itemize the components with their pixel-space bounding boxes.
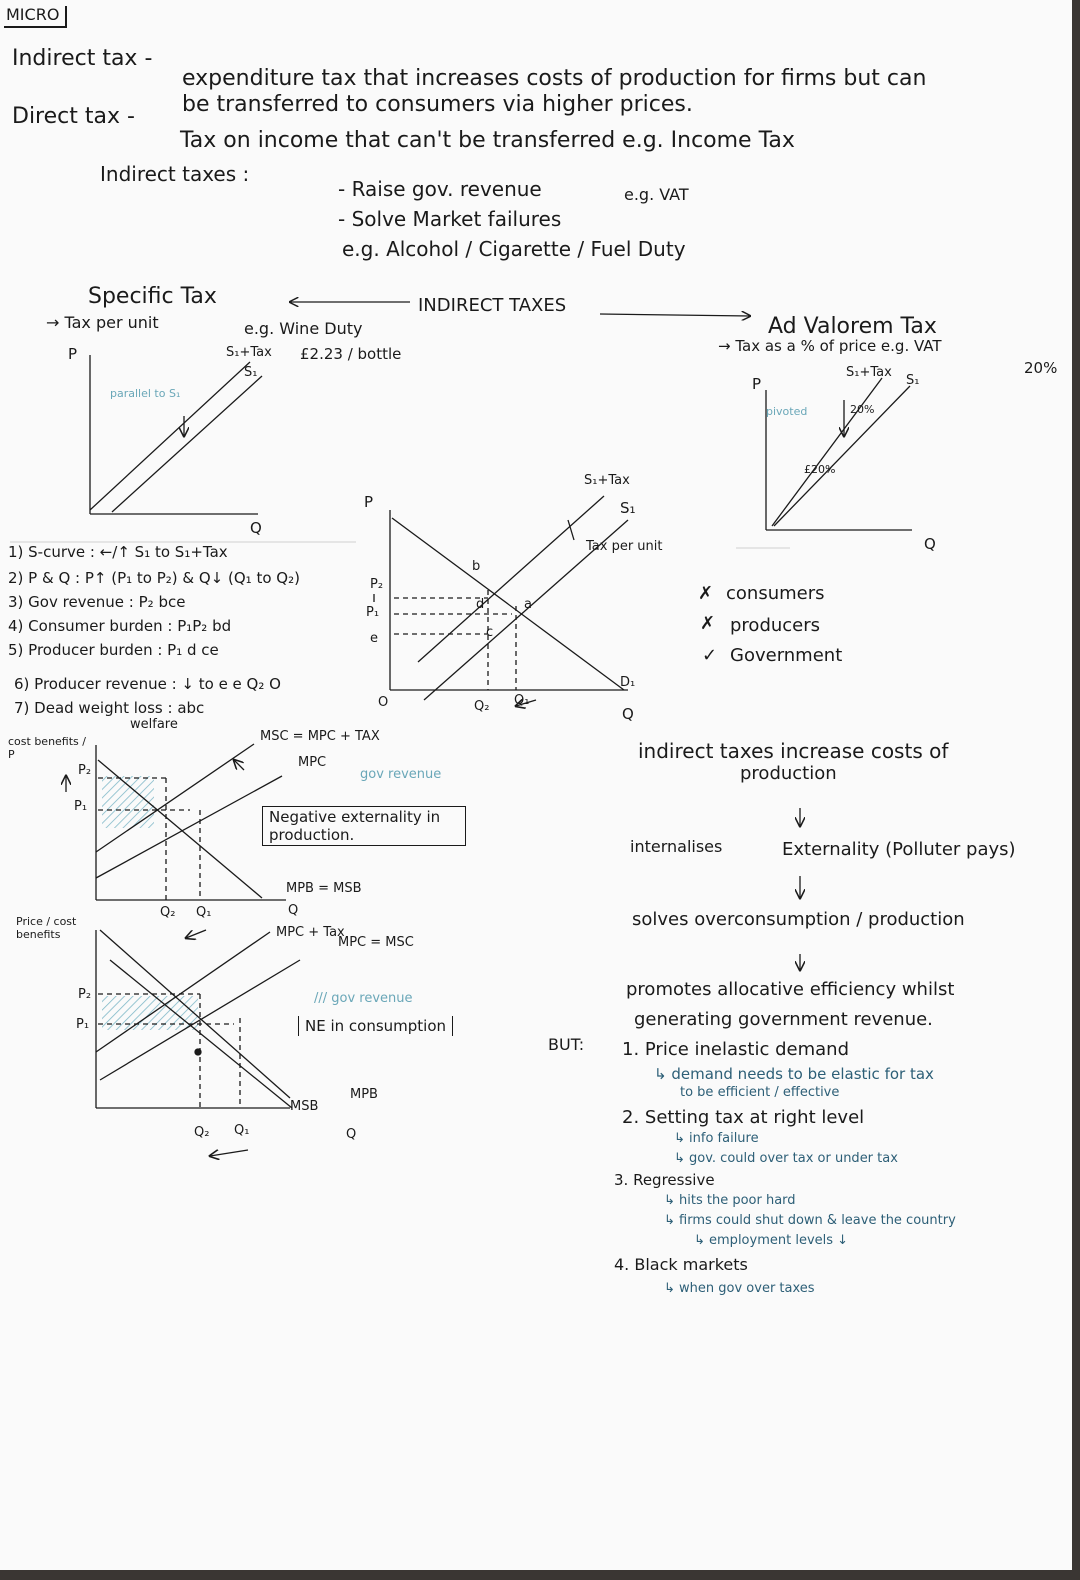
main-graph-tax-note: Tax per unit [586, 539, 663, 554]
stakeholder-mark-consumers: ✗ [698, 583, 714, 604]
main-graph-p2-label: P₂ [370, 577, 384, 592]
point-d: d [476, 597, 485, 612]
main-graph-origin: O [378, 695, 389, 710]
ad-valorem-rate: 20% [1024, 359, 1058, 377]
production-mpb-label: MPB = MSB [286, 881, 362, 896]
specific-tax-description: → Tax per unit [46, 313, 159, 332]
ad-valorem-graph-y-label: P [752, 375, 762, 393]
point-e: e [370, 631, 378, 646]
point-c: c [486, 625, 494, 640]
ad-valorem-graph-x-label: Q [924, 535, 936, 553]
production-externality-graph [66, 744, 286, 938]
criticism-3-note-2: ↳ firms could shut down & leave the country [664, 1213, 956, 1228]
specific-graph-note: parallel to S₁ [110, 387, 181, 400]
stakeholder-consumers: consumers [726, 583, 825, 604]
consumption-x-label: Q [346, 1127, 357, 1142]
production-externality-box-label: Negative externality in production. [269, 808, 441, 844]
step-2: 2) P & Q : P↑ (P₁ to P₂) & Q↓ (Q₁ to Q₂) [8, 569, 300, 587]
purpose-raise-revenue-example: e.g. VAT [624, 185, 689, 204]
step-5: 5) Producer burden : P₁ d ce [8, 641, 219, 659]
point-b: b [472, 559, 481, 574]
criticism-2-note-1: ↳ info failure [674, 1131, 759, 1146]
stakeholder-mark-producers: ✗ [700, 613, 716, 634]
indirect-taxes-center-label: INDIRECT TAXES [418, 295, 567, 316]
criticism-1-note-1: ↳ demand needs to be elastic for tax [654, 1065, 934, 1083]
direct-tax-definition: Tax on income that can't be transferred e.g. Income Tax [180, 128, 795, 153]
production-q1-label: Q₁ [196, 905, 212, 920]
main-graph-y-label: P [364, 493, 374, 511]
header-label: MICRO [4, 6, 67, 28]
flow-step-4b: generating government revenue. [634, 1009, 933, 1030]
consumption-mpc-tax-label: MPC + Tax [276, 925, 345, 940]
msb-curve [110, 960, 292, 1108]
criticism-1: 1. Price inelastic demand [622, 1039, 849, 1060]
indirect-taxes-label: Indirect taxes : [100, 162, 250, 186]
ad-valorem-graph-base-curve-label: S₁ [906, 373, 920, 388]
main-graph-p1-label: P₁ [366, 605, 380, 620]
ad-valorem-description: → Tax as a % of price e.g. VAT [718, 337, 942, 355]
main-graph-x-label: Q [622, 705, 634, 723]
step-7: 7) Dead weight loss : abc [14, 699, 205, 717]
specific-graph-y-label: P [68, 345, 78, 363]
specific-graph-x-label: Q [250, 519, 262, 537]
flow-step-4a: promotes allocative efficiency whilst [626, 979, 955, 1000]
criticism-1-note-2: to be efficient / effective [680, 1085, 840, 1100]
consumption-graph-y-label: Price / cost benefits [16, 915, 77, 941]
production-mpc-label: MPC [298, 755, 327, 770]
criticism-2: 2. Setting tax at right level [622, 1107, 865, 1128]
specific-tax-title: Specific Tax [88, 284, 217, 309]
step-3: 3) Gov revenue : P₂ bce [8, 593, 186, 611]
production-q2-label: Q₂ [160, 905, 176, 920]
ad-valorem-title: Ad Valorem Tax [768, 314, 937, 339]
consumption-q1-label: Q₁ [234, 1123, 250, 1138]
production-msc-label: MSC = MPC + TAX [260, 729, 380, 744]
specific-tax-graph [90, 355, 262, 514]
consumption-p2-label: P₂ [78, 987, 92, 1002]
production-revenue-note: gov revenue [360, 767, 442, 782]
supply-tax-curve [418, 496, 604, 662]
direct-tax-term: Direct tax - [12, 104, 135, 129]
indirect-tax-definition-line1: expenditure tax that increases costs of production for firms but can [182, 66, 927, 91]
stakeholder-mark-government: ✓ [702, 645, 718, 666]
production-graph-y-label: cost benefits / P [8, 735, 86, 761]
criticism-2-note-2: ↳ gov. could over tax or under tax [674, 1151, 898, 1166]
flow-step-1: indirect taxes increase costs of [638, 739, 949, 763]
consumption-revenue-note: /// gov revenue [314, 991, 413, 1006]
ad-valorem-graph-lower-pct: £20% [804, 463, 836, 476]
production-p2-label: P₂ [78, 763, 92, 778]
specific-graph-base-curve-label: S₁ [244, 365, 258, 380]
ad-valorem-graph-tax-curve-label: S₁+Tax [846, 365, 892, 380]
main-tax-graph [374, 496, 628, 706]
production-x-label: Q [288, 903, 299, 918]
mpb-msb-curve [98, 760, 262, 898]
criticism-4-note-1: ↳ when gov over taxes [664, 1281, 815, 1296]
main-graph-demand-label: D₁ [620, 675, 636, 690]
step-1: 1) S-curve : ←/↑ S₁ to S₁+Tax [8, 543, 228, 561]
criticism-3: 3. Regressive [614, 1171, 715, 1189]
purpose-market-failures-example: e.g. Alcohol / Cigarette / Fuel Duty [342, 237, 686, 261]
flow-step-2a: internalises [630, 837, 723, 856]
ad-valorem-graph [766, 378, 912, 530]
consumption-mpb-label: MPB [350, 1087, 378, 1102]
step-4: 4) Consumer burden : P₁P₂ bd [8, 617, 232, 635]
criticism-3-note-3: ↳ employment levels ↓ [694, 1233, 849, 1248]
step-6: 6) Producer revenue : ↓ to e e Q₂ O [14, 675, 281, 693]
flow-step-2b: Externality (Polluter pays) [782, 839, 1016, 860]
flow-step-1b: production [740, 763, 837, 784]
main-graph-q1-label: Q₁ [514, 693, 530, 708]
main-graph-q2-label: Q₂ [474, 699, 490, 714]
consumption-p1-label: P₁ [76, 1017, 90, 1032]
production-externality-box [262, 806, 466, 846]
ad-valorem-graph-upper-pct: 20% [850, 403, 875, 416]
flow-step-3: solves overconsumption / production [632, 909, 965, 930]
ad-valorem-graph-note: pivoted [766, 405, 808, 418]
criticisms-label: BUT: [548, 1035, 585, 1054]
indirect-tax-term: Indirect tax - [12, 46, 153, 71]
consumption-mpc-label: MPC = MSC [338, 935, 414, 950]
consumption-externality-box-label: NE in consumption [305, 1017, 447, 1035]
criticism-4: 4. Black markets [614, 1255, 748, 1274]
consumption-externality-graph [96, 930, 300, 1156]
main-graph-supply-tax-label: S₁+Tax [584, 473, 630, 488]
consumption-externality-box [298, 1016, 453, 1036]
specific-tax-example-value: £2.23 / bottle [300, 345, 402, 363]
arrow-to-ad-valorem [600, 314, 750, 316]
purpose-market-failures: - Solve Market failures [338, 207, 562, 231]
point-a: a [524, 597, 532, 612]
indirect-tax-definition-line2: be transferred to consumers via higher prices. [182, 92, 693, 117]
criticism-3-note-1: ↳ hits the poor hard [664, 1193, 796, 1208]
specific-graph-tax-curve-label: S₁+Tax [226, 345, 272, 360]
consumption-msb-label: MSB [290, 1099, 319, 1114]
consumption-q2-label: Q₂ [194, 1125, 210, 1140]
specific-tax-example: e.g. Wine Duty [244, 319, 363, 338]
main-graph-supply-label: S₁ [620, 499, 636, 517]
stakeholder-producers: producers [730, 615, 821, 636]
purpose-raise-revenue: - Raise gov. revenue [338, 177, 542, 201]
stakeholder-government: Government [730, 645, 843, 666]
step-7-welfare: welfare [130, 717, 178, 732]
production-p1-label: P₁ [74, 799, 88, 814]
